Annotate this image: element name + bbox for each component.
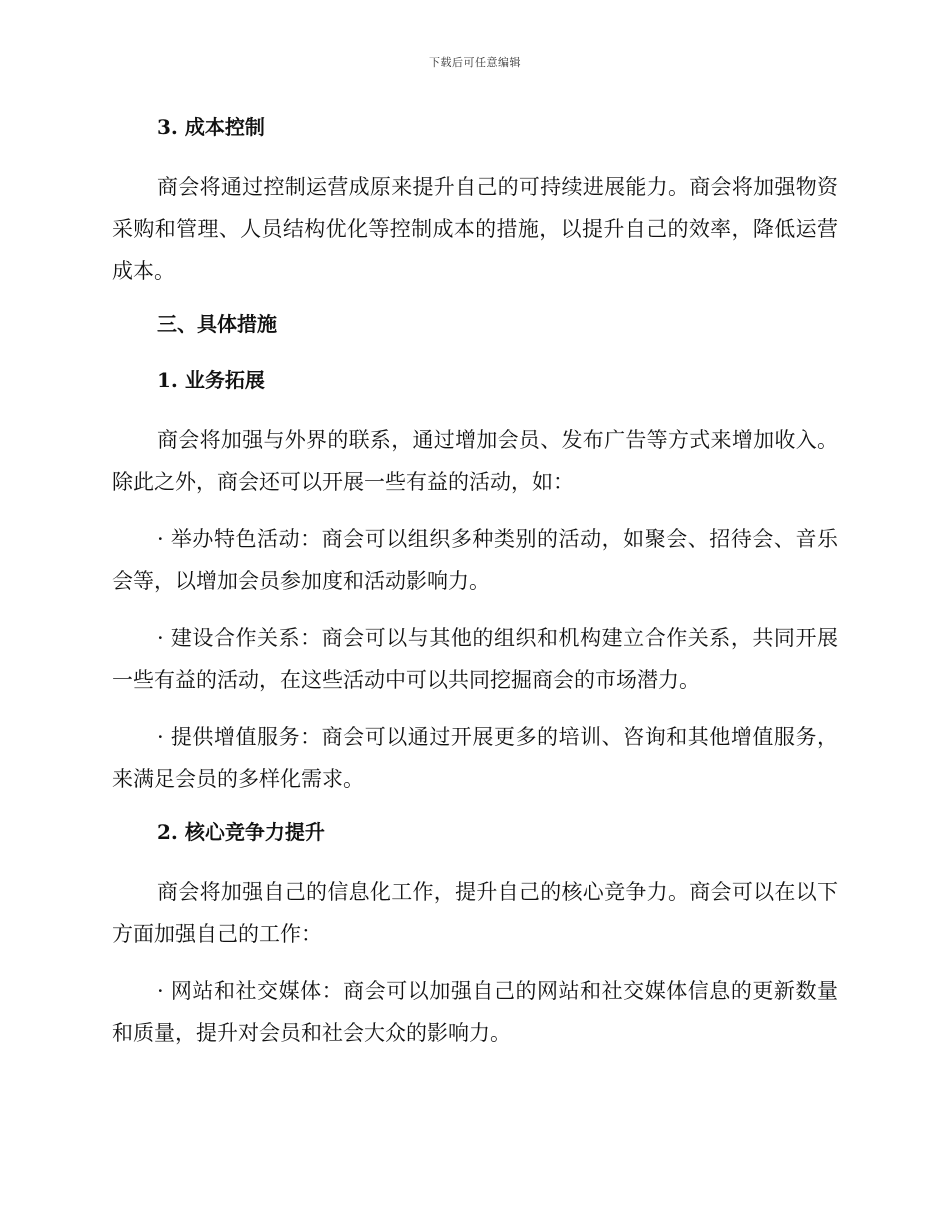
page-header: 下载后可任意编辑 (429, 56, 521, 69)
paragraph-cost-control: 商会将通过控制运营成原来提升自己的可持续进展能力。商会将加强物资采购和管理、人员结构优化等控制成本的措施，以提升自己的效率，降低运营成本。 (112, 175, 838, 283)
section-heading-business-expansion: 1. 业务拓展 (157, 368, 265, 392)
paragraph-core-competitiveness: 商会将加强自己的信息化工作，提升自己的核心竞争力。商会可以在以下方面加强自己的工作： (112, 880, 838, 946)
bullet-special-events: · 举办特色活动：商会可以组织多种类别的活动，如聚会、招待会、音乐会等，以增加会员参加度和活动影响力。 (112, 527, 838, 593)
bullet-partnerships: · 建设合作关系：商会可以与其他的组织和机构建立合作关系，共同开展一些有益的活动，在这些活动中可以共同挖掘商会的市场潜力。 (112, 626, 838, 692)
bullet-value-added-services: · 提供增值服务：商会可以通过开展更多的培训、咨询和其他增值服务，来满足会员的多样化需求。 (112, 725, 838, 791)
section-heading-cost-control: 3. 成本控制 (157, 115, 265, 139)
document-body (112, 110, 838, 1069)
section-heading-specific-measures: 三、具体措施 (157, 312, 277, 336)
bullet-website-social-media: · 网站和社交媒体：商会可以加强自己的网站和社交媒体信息的更新数量和质量，提升对会员和社会大众的影响力。 (112, 979, 838, 1045)
paragraph-business-expansion: 商会将加强与外界的联系，通过增加会员、发布广告等方式来增加收入。除此之外，商会还可以开展一些有益的活动，如： (112, 428, 838, 494)
section-heading-core-competitiveness: 2. 核心竞争力提升 (157, 820, 325, 844)
